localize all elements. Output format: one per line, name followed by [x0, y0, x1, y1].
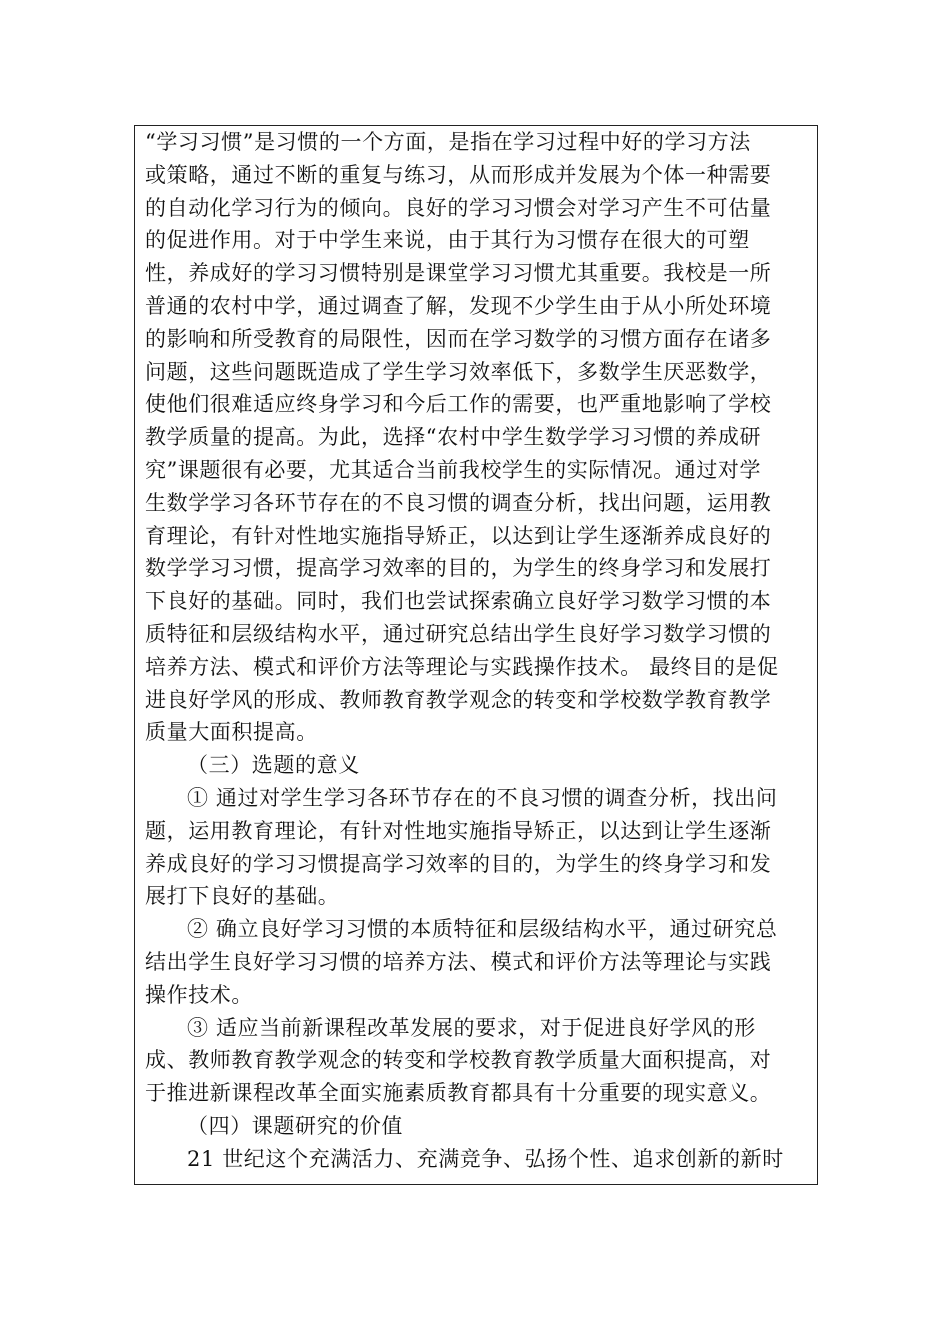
- paragraph-line: 进良好学风的形成、教师教育教学观念的转变和学校数学教育教学: [145, 687, 772, 712]
- paragraph-line: 养成良好的学习习惯提高学习效率的目的，为学生的终身学习和发: [145, 851, 772, 876]
- paragraph-line: 问题，这些问题既造成了学生学习效率低下，多数学生厌恶数学，: [145, 359, 772, 384]
- paragraph-line: 教学质量的提高。为此，选择“农村中学生数学学习习惯的养成研: [145, 425, 762, 450]
- paragraph-line: 的影响和所受教育的局限性，因而在学习数学的习惯方面存在诸多: [145, 326, 772, 351]
- paragraph-line: 的促进作用。对于中学生来说，由于其行为习惯存在很大的可塑: [145, 228, 750, 253]
- paragraph-line: 究”课题很有必要，尤其适合当前我校学生的实际情况。通过对学: [145, 457, 762, 482]
- paragraph-line: 或策略，通过不断的重复与练习，从而形成并发展为个体一种需要: [145, 162, 772, 187]
- paragraph-line: 下良好的基础。同时，我们也尝试探索确立良好学习数学习惯的本: [145, 589, 772, 614]
- section-heading-3: （三）选题的意义: [187, 753, 360, 778]
- paragraph-line: 成、教师教育教学观念的转变和学校教育教学质量大面积提高，对: [145, 1048, 772, 1073]
- paragraph-line: 普通的农村中学，通过调查了解，发现不少学生由于从小所处环境: [145, 293, 772, 318]
- paragraph-line: ② 确立良好学习习惯的本质特征和层级结构水平，通过研究总: [187, 917, 778, 942]
- paragraph-line: 育理论，有针对性地实施指导矫正，以达到让学生逐渐养成良好的: [145, 523, 772, 548]
- paragraph-line: ③ 适应当前新课程改革发展的要求，对于促进良好学风的形: [187, 1015, 756, 1040]
- paragraph-line: 结出学生良好学习习惯的培养方法、模式和评价方法等理论与实践: [145, 949, 772, 974]
- paragraph-line: ① 通过对学生学习各环节存在的不良习惯的调查分析，找出问: [187, 785, 778, 810]
- document-frame: [134, 125, 818, 1185]
- paragraph-line: 题，运用教育理论，有针对性地实施指导矫正，以达到让学生逐渐: [145, 818, 772, 843]
- paragraph-line: “学习习惯”是习惯的一个方面，是指在学习过程中好的学习方法: [145, 130, 751, 154]
- paragraph-line: 质特征和层级结构水平，通过研究总结出学生良好学习数学习惯的: [145, 621, 772, 646]
- paragraph-line: 操作技术。: [145, 982, 253, 1007]
- paragraph-line: 于推进新课程改革全面实施素质教育都具有十分重要的现实意义。: [145, 1081, 772, 1106]
- paragraph-line: 培养方法、模式和评价方法等理论与实践操作技术。 最终目的是促: [145, 654, 779, 679]
- paragraph-line: 数学学习习惯，提高学习效率的目的，为学生的终身学习和发展打: [145, 556, 772, 581]
- paragraph-line: 生数学学习各环节存在的不良习惯的调查分析，找出问题，运用教: [145, 490, 772, 515]
- section-heading-4: （四）课题研究的价值: [187, 1113, 403, 1138]
- paragraph-line: 展打下良好的基础。: [145, 884, 340, 909]
- paragraph-line: 使他们很难适应终身学习和今后工作的需要，也严重地影响了学校: [145, 392, 772, 417]
- document-body: [145, 126, 809, 1176]
- paragraph-line: 的自动化学习行为的倾向。良好的学习习惯会对学习产生不可估量: [145, 195, 772, 220]
- paragraph-line: 性，养成好的学习习惯特别是课堂学习习惯尤其重要。我校是一所: [145, 261, 772, 286]
- paragraph-line: 21 世纪这个充满活力、充满竞争、弘扬个性、追求创新的新时: [187, 1146, 784, 1171]
- paragraph-line: 质量大面积提高。: [145, 720, 318, 745]
